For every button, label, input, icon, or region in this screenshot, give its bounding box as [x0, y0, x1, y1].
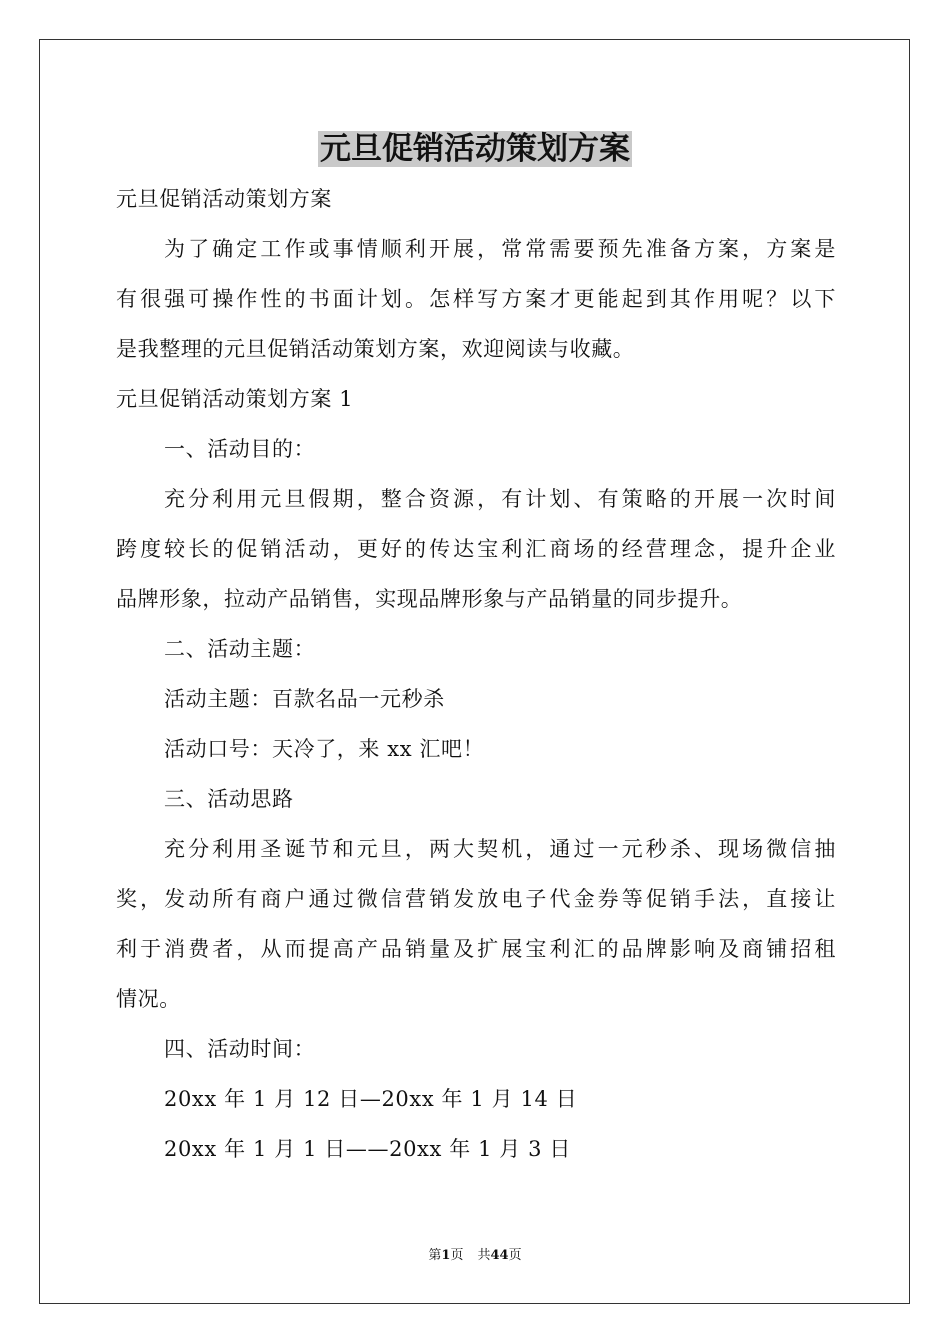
ideas-line-4: 情况。: [116, 987, 181, 1011]
intro-line-1: 为了确定工作或事情顺利开展，常常需要预先准备方案，方案是: [164, 237, 836, 261]
document-title-text: 元旦促销活动策划方案: [320, 131, 630, 167]
footer-page-number: 1: [441, 1248, 451, 1263]
purpose-line-1: 充分利用元旦假期，整合资源，有计划、有策略的开展一次时间: [164, 487, 836, 511]
footer-page-suffix: 页: [450, 1248, 464, 1263]
section-heading-plan-1: 元旦促销活动策划方案 1: [116, 387, 354, 411]
heading-activity-theme: 二、活动主题：: [164, 637, 316, 661]
purpose-line-2: 跨度较长的促销活动，更好的传达宝利汇商场的经营理念，提升企业: [116, 537, 836, 561]
footer-page-prefix: 第: [428, 1248, 442, 1263]
ideas-line-2: 奖，发动所有商户通过微信营销发放电子代金券等促销手法，直接让: [116, 887, 836, 911]
time-line-2: 20xx 年 1 月 1 日——20xx 年 1 月 3 日: [164, 1137, 572, 1161]
ideas-line-1: 充分利用圣诞节和元旦，两大契机，通过一元秒杀、现场微信抽: [164, 837, 836, 861]
intro-line-3: 是我整理的元旦促销活动策划方案，欢迎阅读与收藏。: [116, 337, 635, 361]
footer-total-suffix: 页: [508, 1248, 522, 1263]
time-line-1: 20xx 年 1 月 12 日—20xx 年 1 月 14 日: [164, 1087, 578, 1111]
purpose-line-3: 品牌形象，拉动产品销售，实现品牌形象与产品销量的同步提升。: [116, 587, 743, 611]
page-border: [39, 39, 910, 1304]
intro-line-2: 有很强可操作性的书面计划。怎样写方案才更能起到其作用呢？以下: [116, 287, 836, 311]
document-title: [0, 124, 950, 174]
heading-activity-time: 四、活动时间：: [164, 1037, 316, 1061]
heading-activity-ideas: 三、活动思路: [164, 787, 294, 811]
footer-total-pages: 44: [490, 1248, 509, 1263]
footer-total-prefix: 共: [477, 1248, 491, 1263]
ideas-line-3: 利于消费者，从而提高产品销量及扩展宝利汇的品牌影响及商铺招租: [116, 937, 836, 961]
slogan-line: 活动口号：天冷了，来 xx 汇吧！: [164, 737, 485, 761]
heading-activity-purpose: 一、活动目的：: [164, 437, 316, 461]
subtitle-line: 元旦促销活动策划方案: [116, 187, 332, 211]
page-footer: [0, 1246, 950, 1266]
theme-line: 活动主题：百款名品一元秒杀: [164, 687, 445, 711]
